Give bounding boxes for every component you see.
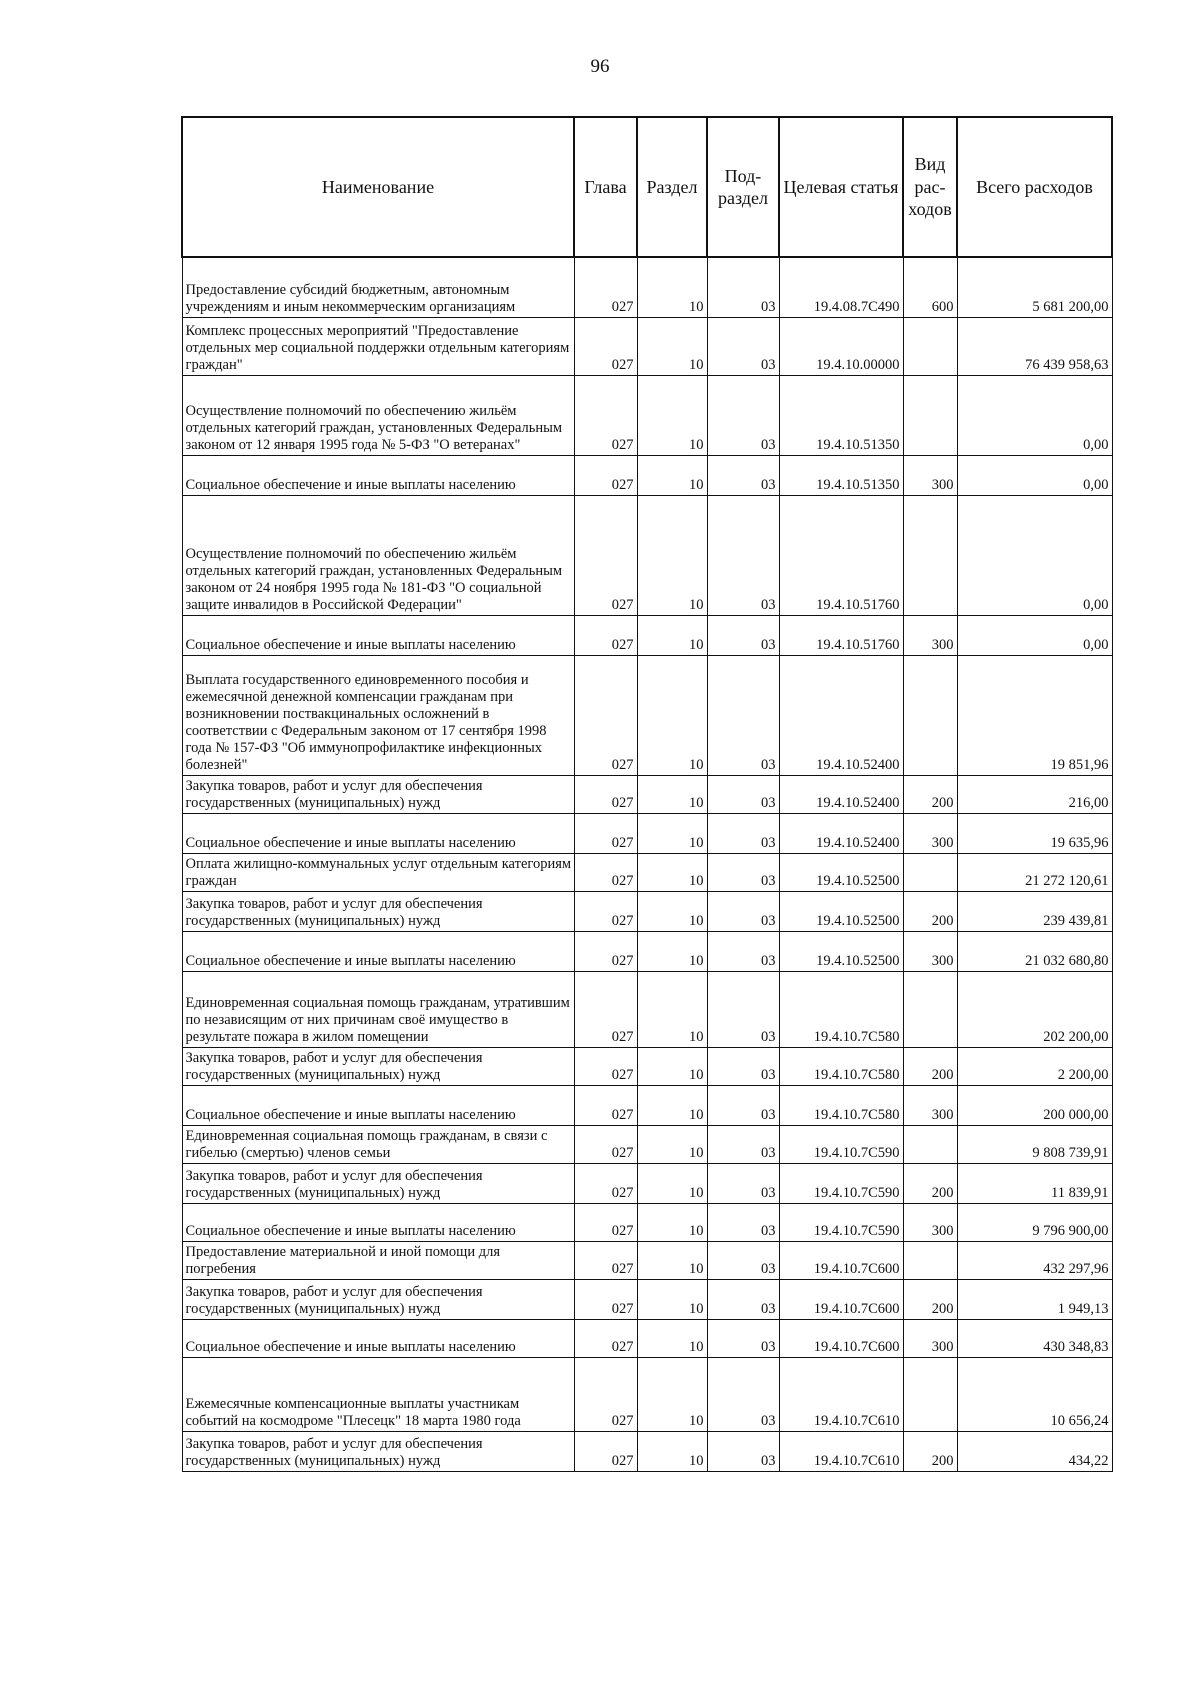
cell-name: Единовременная социальная помощь гражданам, утратившим по независящим от них причинам своё имущество в результате пожара в жилом помещении (182, 971, 574, 1047)
cell-total: 202 200,00 (957, 971, 1112, 1047)
cell-name: Социальное обеспечение и иные выплаты населению (182, 455, 574, 495)
cell-chapter: 027 (574, 931, 637, 971)
cell-kind (903, 655, 957, 775)
cell-subsection: 03 (707, 257, 779, 317)
header-target: Целевая статья (779, 117, 903, 257)
cell-kind (903, 317, 957, 375)
cell-name: Социальное обеспечение и иные выплаты населению (182, 615, 574, 655)
cell-chapter: 027 (574, 1357, 637, 1431)
cell-chapter: 027 (574, 455, 637, 495)
table-row (182, 1431, 1112, 1471)
cell-kind: 200 (903, 1279, 957, 1319)
cell-subsection: 03 (707, 1241, 779, 1279)
cell-total: 434,22 (957, 1431, 1112, 1471)
cell-total: 430 348,83 (957, 1319, 1112, 1357)
cell-name: Оплата жилищно-коммунальных услуг отдельным категориям граждан (182, 853, 574, 891)
cell-chapter: 027 (574, 257, 637, 317)
cell-name: Социальное обеспечение и иные выплаты населению (182, 1203, 574, 1241)
header-section: Раздел (637, 117, 707, 257)
cell-subsection: 03 (707, 455, 779, 495)
cell-target: 19.4.10.51760 (779, 615, 903, 655)
cell-total: 216,00 (957, 775, 1112, 813)
cell-kind: 300 (903, 1319, 957, 1357)
cell-chapter: 027 (574, 655, 637, 775)
cell-subsection: 03 (707, 615, 779, 655)
cell-kind: 300 (903, 615, 957, 655)
cell-kind (903, 495, 957, 615)
cell-kind: 200 (903, 775, 957, 813)
cell-name: Социальное обеспечение и иные выплаты населению (182, 1319, 574, 1357)
cell-target: 19.4.10.7С610 (779, 1357, 903, 1431)
cell-subsection: 03 (707, 655, 779, 775)
cell-name: Предоставление субсидий бюджетным, автономным учреждениям и иным некоммерческим организациям (182, 257, 574, 317)
table-row (182, 1357, 1112, 1431)
cell-target: 19.4.10.7С590 (779, 1203, 903, 1241)
cell-subsection: 03 (707, 853, 779, 891)
page-number: 96 (590, 56, 610, 77)
cell-subsection: 03 (707, 931, 779, 971)
cell-section: 10 (637, 1241, 707, 1279)
cell-name: Осуществление полномочий по обеспечению жильём отдельных категорий граждан, установленных Федеральным законом от 24 ноября 1995 года № 181-ФЗ "О социальной защите инвалидов в Российской Федерации" (182, 495, 574, 615)
cell-target: 19.4.10.51760 (779, 495, 903, 615)
cell-total: 0,00 (957, 375, 1112, 455)
cell-total: 1 949,13 (957, 1279, 1112, 1319)
cell-kind (903, 1125, 957, 1163)
table-row (182, 455, 1112, 495)
cell-target: 19.4.10.7С600 (779, 1279, 903, 1319)
cell-chapter: 027 (574, 853, 637, 891)
cell-subsection: 03 (707, 1085, 779, 1125)
cell-chapter: 027 (574, 971, 637, 1047)
cell-kind (903, 1357, 957, 1431)
table-header (182, 117, 1112, 257)
cell-kind: 300 (903, 1085, 957, 1125)
cell-total: 0,00 (957, 455, 1112, 495)
cell-subsection: 03 (707, 1125, 779, 1163)
cell-target: 19.4.10.52400 (779, 813, 903, 853)
table-row (182, 1163, 1112, 1203)
cell-section: 10 (637, 853, 707, 891)
cell-kind (903, 853, 957, 891)
cell-chapter: 027 (574, 1163, 637, 1203)
cell-subsection: 03 (707, 891, 779, 931)
cell-section: 10 (637, 1279, 707, 1319)
cell-subsection: 03 (707, 1431, 779, 1471)
cell-target: 19.4.10.52500 (779, 891, 903, 931)
cell-kind (903, 375, 957, 455)
cell-target: 19.4.10.7С610 (779, 1431, 903, 1471)
cell-section: 10 (637, 1125, 707, 1163)
table-row (182, 317, 1112, 375)
cell-subsection: 03 (707, 1047, 779, 1085)
cell-chapter: 027 (574, 1241, 637, 1279)
table-row (182, 931, 1112, 971)
cell-kind: 300 (903, 813, 957, 853)
cell-total: 19 851,96 (957, 655, 1112, 775)
cell-kind: 300 (903, 1203, 957, 1241)
cell-name: Социальное обеспечение и иные выплаты населению (182, 813, 574, 853)
header-total: Всего расходов (957, 117, 1112, 257)
cell-name: Закупка товаров, работ и услуг для обеспечения государственных (муниципальных) нужд (182, 1163, 574, 1203)
cell-subsection: 03 (707, 775, 779, 813)
cell-section: 10 (637, 317, 707, 375)
cell-section: 10 (637, 615, 707, 655)
cell-total: 239 439,81 (957, 891, 1112, 931)
cell-chapter: 027 (574, 375, 637, 455)
cell-name: Ежемесячные компенсационные выплаты участникам событий на космодроме "Плесецк" 18 марта 1980 года (182, 1357, 574, 1431)
cell-target: 19.4.10.52500 (779, 931, 903, 971)
cell-chapter: 027 (574, 813, 637, 853)
cell-section: 10 (637, 1431, 707, 1471)
cell-section: 10 (637, 1047, 707, 1085)
table-row (182, 655, 1112, 775)
cell-subsection: 03 (707, 1163, 779, 1203)
cell-subsection: 03 (707, 1357, 779, 1431)
cell-target: 19.4.10.51350 (779, 375, 903, 455)
table-row (182, 775, 1112, 813)
cell-chapter: 027 (574, 891, 637, 931)
cell-chapter: 027 (574, 1279, 637, 1319)
cell-section: 10 (637, 775, 707, 813)
cell-kind: 200 (903, 891, 957, 931)
cell-section: 10 (637, 455, 707, 495)
cell-name: Закупка товаров, работ и услуг для обеспечения государственных (муниципальных) нужд (182, 1279, 574, 1319)
header-chapter: Глава (574, 117, 637, 257)
table-body (182, 257, 1112, 1471)
cell-section: 10 (637, 1319, 707, 1357)
cell-target: 19.4.10.52500 (779, 853, 903, 891)
cell-target: 19.4.10.00000 (779, 317, 903, 375)
cell-chapter: 027 (574, 1203, 637, 1241)
cell-target: 19.4.10.7С590 (779, 1163, 903, 1203)
cell-section: 10 (637, 257, 707, 317)
cell-name: Предоставление материальной и иной помощи для погребения (182, 1241, 574, 1279)
cell-target: 19.4.08.7С490 (779, 257, 903, 317)
cell-section: 10 (637, 1203, 707, 1241)
table-row (182, 375, 1112, 455)
cell-target: 19.4.10.7С600 (779, 1241, 903, 1279)
cell-name: Осуществление полномочий по обеспечению жильём отдельных категорий граждан, установленных Федеральным законом от 12 января 1995 года № 5-ФЗ "О ветеранах" (182, 375, 574, 455)
cell-section: 10 (637, 375, 707, 455)
table-row (182, 1319, 1112, 1357)
cell-name: Социальное обеспечение и иные выплаты населению (182, 1085, 574, 1125)
cell-total: 0,00 (957, 615, 1112, 655)
cell-chapter: 027 (574, 615, 637, 655)
cell-section: 10 (637, 495, 707, 615)
cell-chapter: 027 (574, 1431, 637, 1471)
table-row (182, 495, 1112, 615)
cell-section: 10 (637, 1163, 707, 1203)
budget-table (181, 116, 1113, 1472)
cell-target: 19.4.10.7С580 (779, 1047, 903, 1085)
table-row (182, 1047, 1112, 1085)
cell-total: 2 200,00 (957, 1047, 1112, 1085)
header-name: Наименование (182, 117, 574, 257)
table-row (182, 257, 1112, 317)
cell-chapter: 027 (574, 1125, 637, 1163)
cell-chapter: 027 (574, 495, 637, 615)
cell-kind: 200 (903, 1163, 957, 1203)
cell-total: 9 808 739,91 (957, 1125, 1112, 1163)
table-row (182, 1203, 1112, 1241)
cell-section: 10 (637, 1085, 707, 1125)
cell-target: 19.4.10.7С590 (779, 1125, 903, 1163)
cell-name: Комплекс процессных мероприятий "Предоставление отдельных мер социальной поддержки отдельным категориям граждан" (182, 317, 574, 375)
cell-kind: 300 (903, 455, 957, 495)
cell-total: 9 796 900,00 (957, 1203, 1112, 1241)
cell-total: 200 000,00 (957, 1085, 1112, 1125)
table-row (182, 971, 1112, 1047)
cell-kind (903, 1241, 957, 1279)
cell-total: 19 635,96 (957, 813, 1112, 853)
cell-kind (903, 971, 957, 1047)
cell-total: 432 297,96 (957, 1241, 1112, 1279)
table-row (182, 1085, 1112, 1125)
cell-target: 19.4.10.7С580 (779, 1085, 903, 1125)
cell-chapter: 027 (574, 775, 637, 813)
header-subsection: Под-раздел (707, 117, 779, 257)
table-row (182, 615, 1112, 655)
cell-name: Закупка товаров, работ и услуг для обеспечения государственных (муниципальных) нужд (182, 1431, 574, 1471)
cell-total: 21 032 680,80 (957, 931, 1112, 971)
cell-name: Закупка товаров, работ и услуг для обеспечения государственных (муниципальных) нужд (182, 775, 574, 813)
cell-section: 10 (637, 655, 707, 775)
cell-subsection: 03 (707, 1203, 779, 1241)
cell-kind: 600 (903, 257, 957, 317)
cell-section: 10 (637, 1357, 707, 1431)
cell-section: 10 (637, 971, 707, 1047)
cell-target: 19.4.10.51350 (779, 455, 903, 495)
cell-target: 19.4.10.52400 (779, 655, 903, 775)
cell-target: 19.4.10.7С580 (779, 971, 903, 1047)
cell-name: Закупка товаров, работ и услуг для обеспечения государственных (муниципальных) нужд (182, 891, 574, 931)
table-row (182, 853, 1112, 891)
cell-name: Социальное обеспечение и иные выплаты населению (182, 931, 574, 971)
table-row (182, 1125, 1112, 1163)
cell-total: 76 439 958,63 (957, 317, 1112, 375)
cell-total: 21 272 120,61 (957, 853, 1112, 891)
cell-name: Выплата государственного единовременного пособия и ежемесячной денежной компенсации гражданам при возникновении поствакцинальных осложнений в соответствии с Федеральным законом от 17 сентября 1998 года № 157-ФЗ "Об иммунопрофилактике инфекционных болезней" (182, 655, 574, 775)
cell-subsection: 03 (707, 375, 779, 455)
cell-kind: 200 (903, 1047, 957, 1085)
cell-section: 10 (637, 813, 707, 853)
cell-total: 11 839,91 (957, 1163, 1112, 1203)
cell-chapter: 027 (574, 317, 637, 375)
cell-subsection: 03 (707, 813, 779, 853)
cell-total: 0,00 (957, 495, 1112, 615)
cell-target: 19.4.10.52400 (779, 775, 903, 813)
header-kind: Вид рас-ходов (903, 117, 957, 257)
header-row (182, 117, 1112, 257)
cell-subsection: 03 (707, 317, 779, 375)
cell-section: 10 (637, 931, 707, 971)
cell-subsection: 03 (707, 1279, 779, 1319)
table-row (182, 813, 1112, 853)
cell-name: Закупка товаров, работ и услуг для обеспечения государственных (муниципальных) нужд (182, 1047, 574, 1085)
cell-chapter: 027 (574, 1047, 637, 1085)
cell-chapter: 027 (574, 1319, 637, 1357)
cell-section: 10 (637, 891, 707, 931)
cell-total: 5 681 200,00 (957, 257, 1112, 317)
cell-kind: 200 (903, 1431, 957, 1471)
cell-total: 10 656,24 (957, 1357, 1112, 1431)
cell-chapter: 027 (574, 1085, 637, 1125)
table-row (182, 1241, 1112, 1279)
cell-kind: 300 (903, 931, 957, 971)
cell-name: Единовременная социальная помощь гражданам, в связи с гибелью (смертью) членов семьи (182, 1125, 574, 1163)
cell-subsection: 03 (707, 495, 779, 615)
cell-subsection: 03 (707, 971, 779, 1047)
table-row (182, 891, 1112, 931)
cell-subsection: 03 (707, 1319, 779, 1357)
table-row (182, 1279, 1112, 1319)
cell-target: 19.4.10.7С600 (779, 1319, 903, 1357)
